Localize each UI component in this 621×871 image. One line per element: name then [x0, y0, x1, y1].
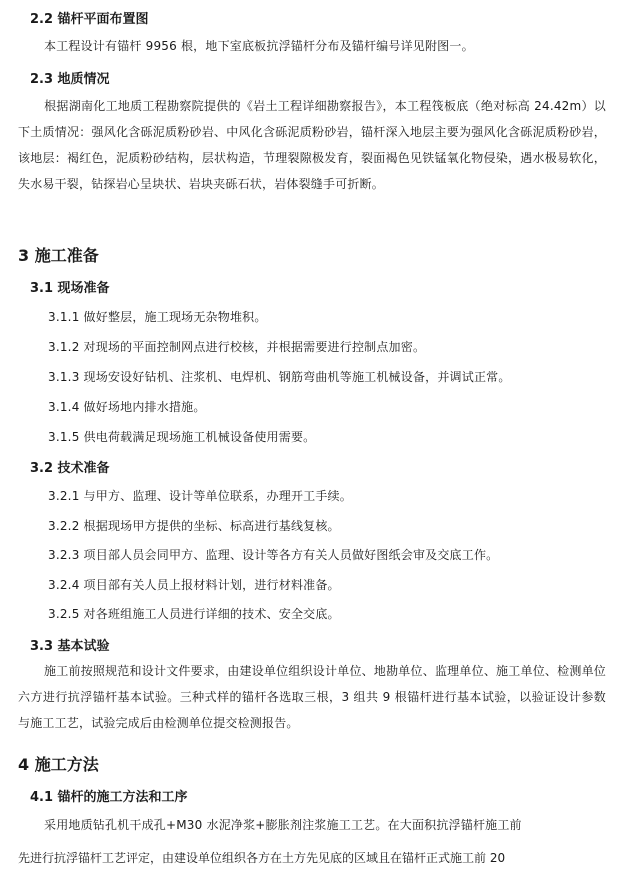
section-2-3-paragraph: [18, 93, 606, 197]
section-3-1-heading: 3.1 现场准备: [30, 281, 110, 296]
section-4-1-cut-line: [18, 845, 606, 865]
section-3-2-heading: 3.2 技术准备: [30, 461, 110, 476]
section-2-2-paragraph: [18, 33, 606, 59]
section-4-1-cut-text: 先进行抗浮锚杆工艺评定，由建设单位组织各方在土方先见底的区域且在锚杆正式施工前 20: [18, 851, 506, 865]
section-2-2-heading: 2.2 锚杆平面布置图: [30, 12, 149, 27]
section-4-1-heading: 4.1 锚杆的施工方法和工序: [30, 790, 188, 805]
section-3-3-text: 施工前按照规范和设计文件要求，由建设单位组织设计单位、地勘单位、监理单位、施工单位、检测单位六方进行抗浮锚杆基本试验。三种式样的锚杆各选取三根，3 组共 9 根锚杆进行基本试验，以验证设计参数与施工工艺，试验完成后由检测单位提交检测报告。: [18, 664, 606, 730]
section-3-3-heading: 3.3 基本试验: [30, 639, 110, 654]
list-item: 3.2.2 根据现场甲方提供的坐标、标高进行基线复核。: [48, 519, 340, 533]
chapter-3-heading: 3 施工准备: [18, 246, 99, 265]
section-2-2-text: 本工程设计有锚杆 9956 根，地下室底板抗浮锚杆分布及锚杆编号详见附图一。: [44, 39, 474, 53]
list-item: 3.1.3 现场安设好钻机、注浆机、电焊机、钢筋弯曲机等施工机械设备，并调试正常。: [48, 370, 511, 384]
list-item: 3.2.4 项目部有关人员上报材料计划，进行材料准备。: [48, 578, 340, 592]
section-2-3-heading: 2.3 地质情况: [30, 72, 110, 87]
list-item: 3.2.1 与甲方、监理、设计等单位联系，办理开工手续。: [48, 489, 352, 503]
list-item: 3.1.1 做好整层，施工现场无杂物堆积。: [48, 310, 267, 324]
chapter-4-heading: 4 施工方法: [18, 755, 99, 774]
section-4-1-text: 采用地质钻孔机干成孔+M30 水泥净浆+膨胀剂注浆施工工艺。在大面积抗浮锚杆施工前: [44, 818, 522, 832]
section-2-3-text: 根据湖南化工地质工程勘察院提供的《岩土工程详细勘察报告》，本工程筏板底（绝对标高 24.42m）以下土质情况：强风化含砾泥质粉砂岩、中风化含砾泥质粉砂岩，锚杆深入地层主要为强风化含砾泥质粉砂岩，该地层：褐红色，泥质粉砂结构，层状构造，节理裂隙极发育，裂面褐色见铁锰氧化物侵染，遇水极易软化，失水易干裂，钻探岩心呈块状、岩块夹砾石状，岩体裂缝手可折断。: [18, 99, 606, 191]
list-item: 3.1.2 对现场的平面控制网点进行校核，并根据需要进行控制点加密。: [48, 340, 426, 354]
section-3-3-paragraph: [18, 658, 606, 736]
list-item: 3.1.4 做好场地内排水措施。: [48, 400, 206, 414]
list-item: 3.2.3 项目部人员会同甲方、监理、设计等各方有关人员做好图纸会审及交底工作。: [48, 548, 499, 562]
section-4-1-paragraph: [18, 812, 606, 838]
list-item: 3.1.5 供电荷载满足现场施工机械设备使用需要。: [48, 430, 316, 444]
list-item: 3.2.5 对各班组施工人员进行详细的技术、安全交底。: [48, 607, 340, 621]
